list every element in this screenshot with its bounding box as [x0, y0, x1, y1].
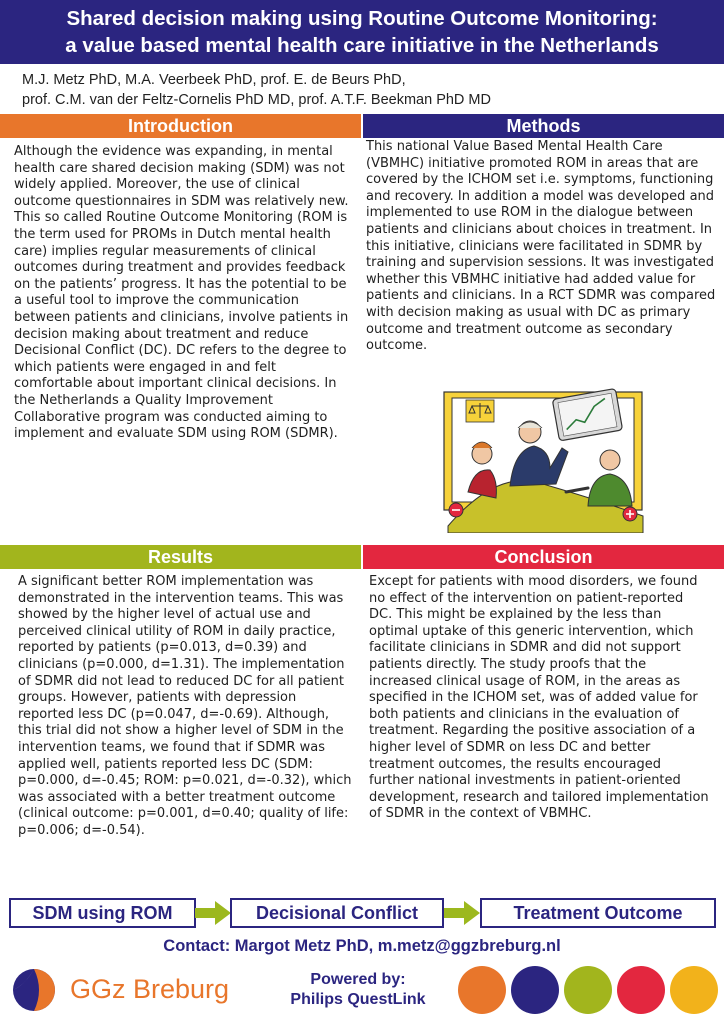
contact-line: Contact: Margot Metz PhD, m.metz@ggzbreburg.nl	[163, 937, 561, 955]
powered-by-product: Philips QuestLink	[290, 991, 426, 1008]
authors	[22, 70, 712, 110]
authors-line-1: M.J. Metz PhD, M.A. Veerbeek PhD, prof. E. de Beurs PhD,	[22, 72, 406, 88]
title-line-1: Shared decision making using Routine Outcome Monitoring:	[66, 7, 658, 30]
powered-by	[268, 970, 448, 1010]
decorative-circles	[456, 965, 720, 1015]
flow-step-decisional-conflict: Decisional Conflict	[230, 898, 444, 928]
results-heading: Results	[0, 545, 361, 569]
methods-heading: Methods	[363, 114, 724, 138]
powered-by-label: Powered by:	[310, 971, 406, 988]
authors-line-2: prof. C.M. van der Feltz-Cornelis PhD MD, prof. A.T.F. Beekman PhD MD	[22, 92, 491, 108]
logo-text: GGz Breburg	[70, 974, 230, 1004]
right-arrow-icon	[195, 901, 231, 925]
results-text: A significant better ROM implementation was demonstrated in the intervention teams. This was showed by the higher level of actual use and perceived clinical utility of ROM in daily practice, reported by patients (p=0.013, d=0.39) and clinicians (p=0.000, d=1.31). The implementation of SDMR did not lead to reduced DC for all patient groups. However, patients with depression reported less DC (p=0.047, d=-0.69). Although, this trial did not show a higher level of SDM in the intervention teams, we found that if SDMR was applied well, patients reported less DC (SDM: p=0.000, d=-0.45; ROM: p=0.021, d=-0.32), which was associated with a better treatment outcome (clinical outcome: p=0.001, d=0.40; quality of life: p=0.006; d=-0.54).	[18, 574, 352, 838]
sdm-illustration	[438, 388, 648, 533]
flow-step-sdm-using-rom: SDM using ROM	[9, 898, 196, 928]
conclusion-text: Except for patients with mood disorders, we found no effect of the intervention on patient-reported DC. This might be explained by the less than optimal uptake of this generic intervention, which facilitate clinicians in SDMR and did not support patients directly. The study proofs that the increased clinical usage of ROM, in the areas as specified in the ICHOM set, was of added value for both patients and clinicians in the evaluation of treatment. Regarding the positive association of a higher level of SDMR on less DC and better treatment outcomes, the results encouraged further national investments in patient-oriented development, research and tailored implementation of SDMR in the context of VBMHC.	[369, 574, 709, 822]
introduction-text: Although the evidence was expanding, in mental health care shared decision making (SDM) was not widely applied. Moreover, the use of clinical outcome questionnaires in SDM was relatively new. This so called Routine Outcome Monitoring (ROM is the term used for PROMs in Dutch mental health care) implies regular measurements of clinical outcomes during treatment and provides feedback on the patients’ progress. It has the potential to be a useful tool to improve the communication between patients and clinicians, involve patients in decision making about treatment and reduce Decisional Conflict (DC). DC refers to the degree to which patients were engaged in and felt comfortable about important clinical decisions. In the Netherlands a Quality Improvement Collaborative program was conducted aiming to implement and evaluate SDM using ROM (SDMR).	[14, 144, 349, 442]
flow-step-treatment-outcome: Treatment Outcome	[480, 898, 716, 928]
methods-text: This national Value Based Mental Health Care (VBMHC) initiative promoted ROM in areas that are covered by the ICHOM set i.e. symptoms, functioning and recovery. In addition a model was developed and implemented to use ROM in the dialogue between patients and clinicians about choices in treatment. In this initiative, clinicians were facilitated in SDMR by training and supervision sessions. It was investigated whether this VBMHC initiative had added value for patients and clinicians. In a RCT SDMR was compared with decision making as usual with DC as primary outcome and treatment outcome as secondary outcome.	[366, 139, 716, 354]
introduction-heading: Introduction	[0, 114, 361, 138]
right-arrow-icon	[444, 901, 480, 925]
title-line-2: a value based mental health care initiative in the Netherlands	[65, 34, 659, 57]
conclusion-heading: Conclusion	[363, 545, 724, 569]
poster-title	[0, 0, 724, 64]
